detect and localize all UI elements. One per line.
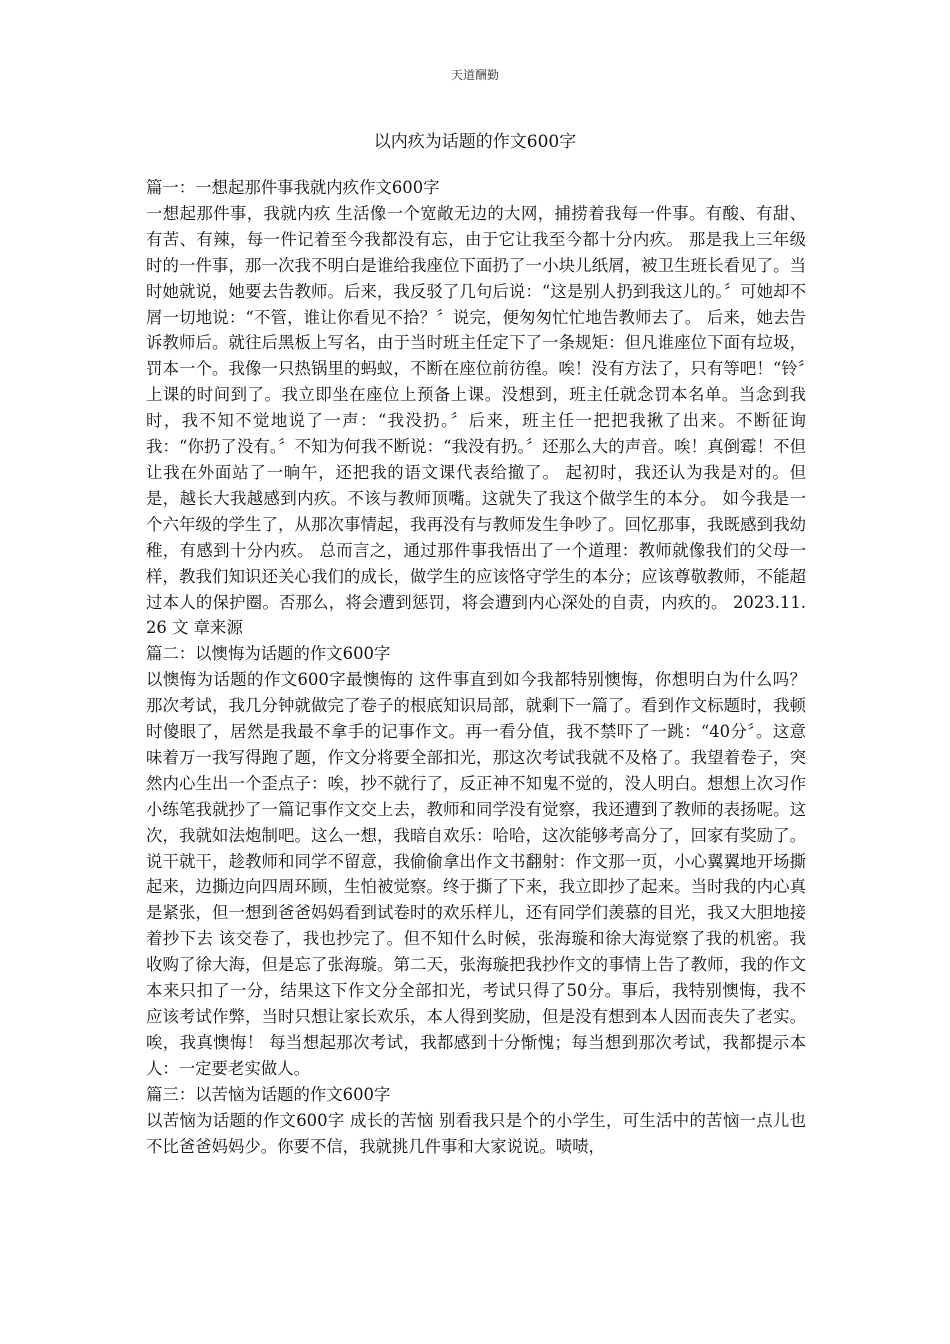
- document-title: 以内疚为话题的作文600字: [373, 132, 577, 152]
- section-2-heading: 篇二：以懊悔为话题的作文600字: [146, 644, 391, 664]
- page-header: 天道酬勤: [450, 68, 499, 82]
- section-1-paragraph: 一想起那件事，我就内疚 生活像一个宽敞无边的大网，捕捞着我每一件事。有酸、有甜、有苦、有辣，每一件记着至今我都没有忘，由于它让我至今都十分内疚。 那是我上三年级时的一件事，那一次我不明白是谁给我座位下面扔了一小块儿纸屑，被卫生班长看见了。当时她就说，她要去告教师。后来，我反驳了几句后说：“这是别人扔到我这儿的。〞可她却不屑一切地说：“不管，谁让你看见不拾？〞说完，便匆匆忙忙地告教师去了。 后来，她去告诉教师后。就往后黑板上写名，由于当时班主任定下了一条规矩：但凡谁座位下面有垃圾，罚本一个。我像一只热锅里的蚂蚁，不断在座位前彷徨。唉！没有方法了，只有等吧！“铃〞上课的时间到了。我立即坐在座位上预备上课。没想到，班主任就念罚本名单。当念到我时，我不知不觉地说了一声：“我没扔。〞后来，班主任一把把我揪了出来。不断征询我：“你扔了没有。〞不知为何我不断说：“我没有扔。〞还那么大的声音。唉！真倒霉！不但让我在外面站了一晌午，还把我的语文课代表给撤了。 起初时，我还认为我是对的。但是，越长大我越感到内疚。不该与教师顶嘴。这就失了我这个做学生的本分。 如今我是一个六年级的学生了，从那次事情起，我再没有与教师发生争吵了。回忆那事，我既感到我幼稚，有感到十分内疚。 总而言之，通过那件事我悟出了一个道理：教师就像我们的父母一样，教我们知识还关心我们的成长，做学生的应该恪守学生的本分；应该尊敬教师，不能超过本人的保护圈。否那么，将会遭到惩罚，将会遭到内心深处的自责，内疚的。 2023.11.26 文 章来源: [146, 203, 806, 638]
- document-body: [146, 175, 806, 1159]
- section-2-paragraph: 以懊悔为话题的作文600字最懊悔的 这件事直到如今我都特别懊悔，你想明白为什么吗？ 那次考试，我几分钟就做完了卷子的根底知识局部，就剩下一篇了。看到作文标题时，我顿时傻眼了，居然是我最不拿手的记事作文。再一看分值，我不禁吓了一跳：“40分〞。这意味着万一我写得跑了题，作文分将要全部扣光，那这次考试我就不及格了。我望着卷子，突然内心生出一个歪点子：唉，抄不就行了，反正神不知鬼不觉的，没人明白。想想上次习作小练笔我就抄了一篇记事作文交上去，教师和同学没有觉察，我还遭到了教师的表扬呢。这次，我就如法炮制吧。这么一想，我暗自欢乐：哈哈，这次能够考高分了，回家有奖励了。 说干就干，趁教师和同学不留意，我偷偷拿出作文书翻射：作文那一页，小心翼翼地开场撕起来，边撕边向四周环顾，生怕被觉察。终于撕了下来，我立即抄了起来。当时我的内心真是紧张，但一想到爸爸妈妈看到试卷时的欢乐样儿，还有同学们羡慕的目光，我又大胆地接着抄下去 该交卷了，我也抄完了。但不知什么时候，张海璇和徐大海觉察了我的机密。我收购了徐大海，但是忘了张海璇。第二天，张海璇把我抄作文的事情上告了教师，我的作文本来只扣了一分，结果这下作文分全部扣光，考试只得了50分。事后，我特别懊悔，我不应该考试作弊，当时只想让家长欢乐，本人得到奖励，但是没有想到本人因而丧失了老实。唉，我真懊悔！ 每当想起那次考试，我都感到十分惭愧；每当想到那次考试，我都提示本人：一定要老实做人。: [146, 670, 806, 1078]
- section-1-heading: 篇一：一想起那件事我就内疚作文600字: [146, 178, 440, 197]
- section-3-heading: 篇三：以苦恼为话题的作文600字: [146, 1084, 391, 1104]
- section-3-paragraph: 以苦恼为话题的作文600字 成长的苦恼 别看我只是个的小学生，可生活中的苦恼一点儿也不比爸爸妈妈少。你要不信，我就挑几件事和大家说说。啧啧，: [146, 1110, 806, 1156]
